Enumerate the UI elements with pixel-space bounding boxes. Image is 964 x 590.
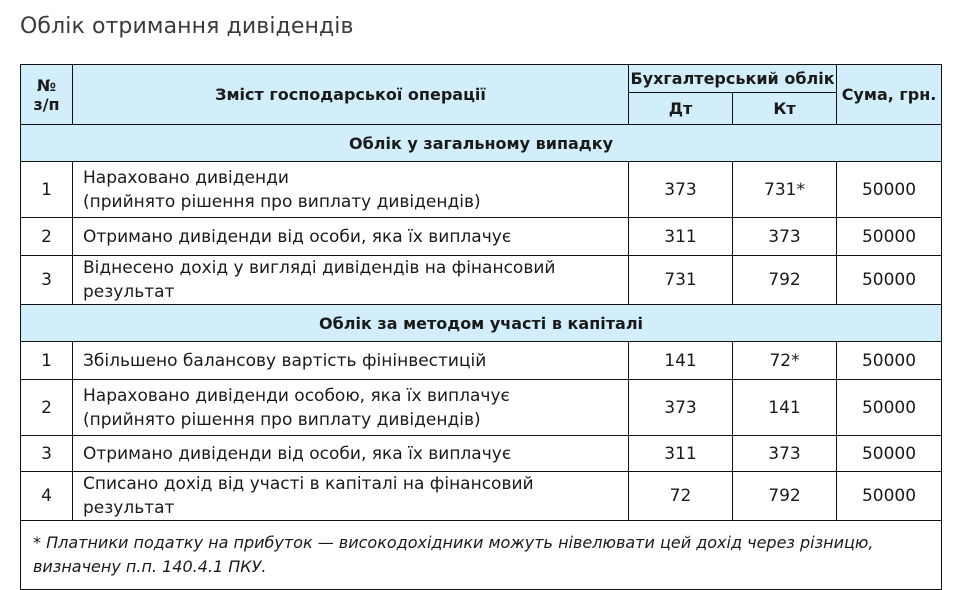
row-description <box>73 380 629 436</box>
row-num: 1 <box>21 342 73 380</box>
table-row <box>21 342 942 380</box>
row-num: 3 <box>21 256 73 305</box>
row-text-line2: (прийнято рішення про виплату дивідендів) <box>83 191 481 212</box>
row-num: 3 <box>21 436 73 472</box>
footnote-line1: * Платники податку на прибуток — високодохідники можуть нівелювати цей дохід через різницю, <box>33 533 874 552</box>
row-text-line1: Нараховано дивіденди <box>83 167 289 188</box>
row-kt: 731* <box>733 162 837 218</box>
footnote <box>21 521 942 590</box>
row-num: 1 <box>21 162 73 218</box>
row-kt: 72* <box>733 342 837 380</box>
row-text-line2: (прийнято рішення про виплату дивідендів) <box>83 409 481 430</box>
table-row <box>21 162 942 218</box>
row-sum: 50000 <box>837 472 942 521</box>
header-content: Зміст господарської операції <box>73 65 629 125</box>
row-dt: 373 <box>629 380 733 436</box>
header-num-line1: № <box>36 75 57 95</box>
row-kt: 141 <box>733 380 837 436</box>
header-num-line2: з/п <box>33 94 60 114</box>
row-num: 4 <box>21 472 73 521</box>
row-sum: 50000 <box>837 218 942 256</box>
row-dt: 311 <box>629 218 733 256</box>
row-sum: 50000 <box>837 162 942 218</box>
row-kt: 373 <box>733 218 837 256</box>
header-kt: Кт <box>733 93 837 125</box>
row-sum: 50000 <box>837 342 942 380</box>
section-title-equity-method: Облік за методом участі в капіталі <box>21 305 942 342</box>
footnote-line2: визначену п.п. 140.4.1 ПКУ. <box>33 557 267 576</box>
section-title-general: Облік у загальному випадку <box>21 125 942 162</box>
row-kt: 373 <box>733 436 837 472</box>
table-row <box>21 472 942 521</box>
row-dt: 141 <box>629 342 733 380</box>
row-sum: 50000 <box>837 436 942 472</box>
header-num <box>21 65 73 125</box>
row-dt: 731 <box>629 256 733 305</box>
row-description <box>73 162 629 218</box>
row-num: 2 <box>21 380 73 436</box>
row-dt: 311 <box>629 436 733 472</box>
header-accounting: Бухгалтерський облік <box>629 65 837 93</box>
header-dt: Дт <box>629 93 733 125</box>
row-description: Збільшено балансову вартість фінінвестицій <box>73 342 629 380</box>
row-sum: 50000 <box>837 380 942 436</box>
row-sum: 50000 <box>837 256 942 305</box>
table-row <box>21 436 942 472</box>
dividends-table <box>20 64 942 590</box>
row-num: 2 <box>21 218 73 256</box>
row-text-line1: Нараховано дивіденди особою, яка їх виплачує <box>83 385 510 406</box>
row-description: Списано дохід від участі в капіталі на фінансовий результат <box>73 472 629 521</box>
row-description: Віднесено дохід у вигляді дивідендів на фінансовий результат <box>73 256 629 305</box>
table-row <box>21 218 942 256</box>
page-title: Облік отримання дивідендів <box>20 14 354 39</box>
row-description: Отримано дивіденди від особи, яка їх виплачує <box>73 218 629 256</box>
row-kt: 792 <box>733 256 837 305</box>
row-description: Отримано дивіденди від особи, яка їх виплачує <box>73 436 629 472</box>
table-row <box>21 256 942 305</box>
row-dt: 373 <box>629 162 733 218</box>
row-kt: 792 <box>733 472 837 521</box>
header-sum: Сума, грн. <box>837 65 942 125</box>
row-dt: 72 <box>629 472 733 521</box>
table-row <box>21 380 942 436</box>
